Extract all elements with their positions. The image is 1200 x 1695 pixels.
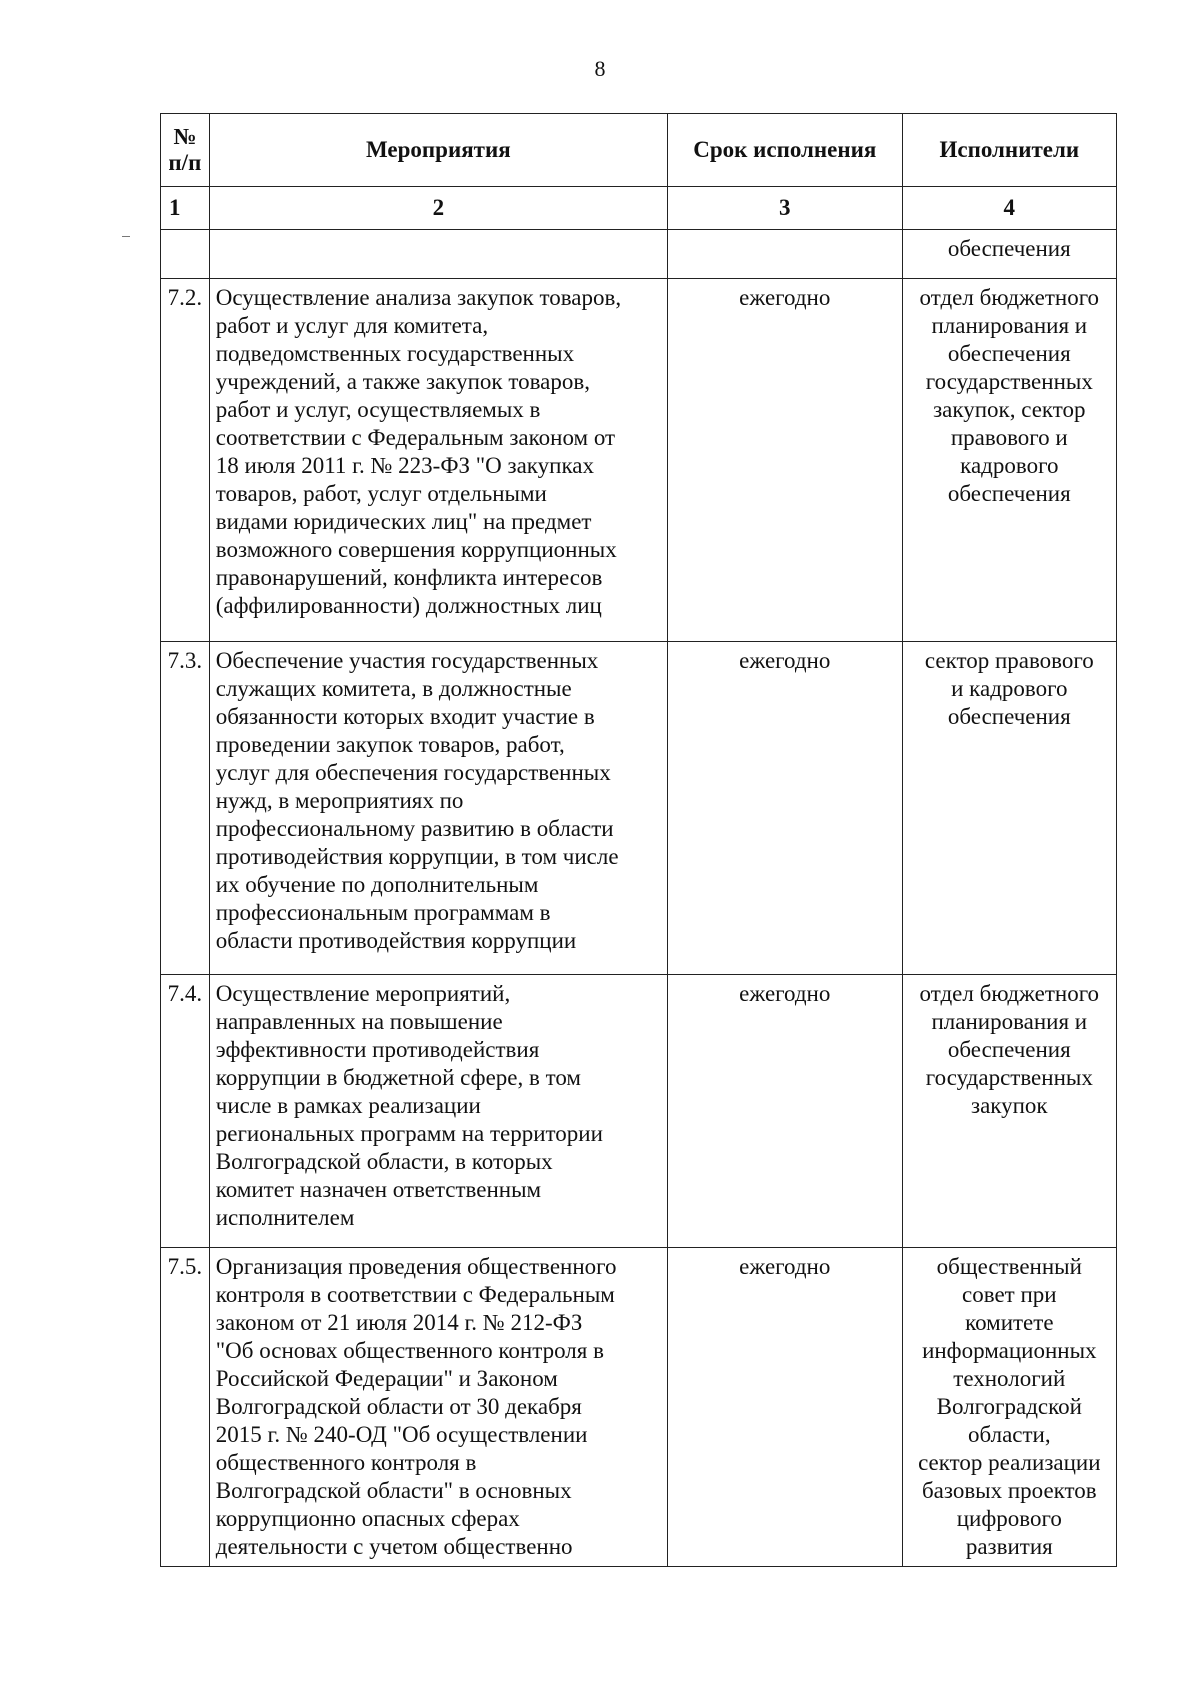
text-line: цифрового: [956, 1506, 1062, 1531]
text-line: государственных: [925, 1065, 1093, 1090]
header-number: [161, 114, 210, 187]
text-line: технологий: [953, 1366, 1066, 1391]
text-line: 2015 г. № 240-ОД "Об осуществлении: [215, 1422, 588, 1447]
text-line: развития: [965, 1534, 1053, 1559]
text-line: закупок: [970, 1093, 1048, 1118]
text-line: закупок, сектор: [933, 397, 1086, 422]
text-line: Волгоградской области от 30 декабря: [215, 1394, 582, 1419]
text-line: общественного контроля в: [215, 1450, 477, 1475]
column-index-row: [161, 187, 1117, 230]
text-line: Обеспечение участия государственных: [215, 648, 599, 673]
page-number: 8: [594, 56, 606, 81]
text-line: комитет назначен ответственным: [215, 1177, 542, 1202]
table-row: [161, 279, 1117, 642]
cell-activity: [209, 1248, 667, 1567]
text-line: эффективности противодействия: [215, 1037, 540, 1062]
header-executors: Исполнители: [902, 114, 1116, 187]
text-line: информационных: [922, 1338, 1097, 1363]
text-line: видами юридических лиц" на предмет: [215, 509, 592, 534]
text-line: направленных на повышение: [215, 1009, 503, 1034]
text-line: профессиональному развитию в области: [215, 816, 614, 841]
text-line: обеспечения: [947, 341, 1071, 366]
text-line: профессиональным программам в: [215, 900, 551, 925]
text-line: обеспечения: [947, 1037, 1071, 1062]
cell-term: [667, 230, 902, 279]
table-row: [161, 975, 1117, 1248]
table-header-row: [161, 114, 1117, 187]
header-number-line: п/п: [168, 150, 202, 175]
cell-number: [161, 230, 210, 279]
text-line: соответствии с Федеральным законом от: [215, 425, 616, 450]
text-line: исполнителем: [215, 1205, 355, 1230]
cell-number: 7.2.: [161, 279, 210, 642]
text-line: Осуществление мероприятий,: [215, 981, 511, 1006]
text-line: кадрового: [960, 453, 1059, 478]
text-line: Волгоградской области, в которых: [215, 1149, 553, 1174]
cell-term: ежегодно: [667, 642, 902, 975]
continuation-row: [161, 230, 1117, 279]
text-line: обеспечения: [947, 481, 1071, 506]
text-line: возможного совершения коррупционных: [215, 537, 617, 562]
text-line: обязанности которых входит участие в: [215, 704, 595, 729]
header-number-line: №: [173, 124, 197, 149]
text-line: Волгоградской: [936, 1394, 1082, 1419]
text-line: региональных программ на территории: [215, 1121, 603, 1146]
text-line: нужд, в мероприятиях по: [215, 788, 464, 813]
cell-term: ежегодно: [667, 1248, 902, 1567]
text-line: Российской Федерации" и Законом: [215, 1366, 558, 1391]
text-line: совет при: [962, 1282, 1057, 1307]
text-line: комитете: [965, 1310, 1054, 1335]
column-index-3: 3: [667, 187, 902, 230]
measures-table: [160, 113, 1117, 1567]
cell-term: ежегодно: [667, 279, 902, 642]
cell-activity: [209, 642, 667, 975]
column-index-4: 4: [902, 187, 1116, 230]
text-line: противодействия коррупции, в том числе: [215, 844, 619, 869]
text-line: Осуществление анализа закупок товаров,: [215, 285, 622, 310]
text-line: планирования и: [931, 1009, 1088, 1034]
text-line: обеспечения: [947, 704, 1071, 729]
text-line: служащих комитета, в должностные: [215, 676, 572, 701]
cell-executors: [902, 642, 1116, 975]
cell-number: 7.3.: [161, 642, 210, 975]
column-index-2: 2: [209, 187, 667, 230]
text-line: планирования и: [931, 313, 1088, 338]
text-line: их обучение по дополнительным: [215, 872, 539, 897]
text-line: правового и: [950, 425, 1068, 450]
header-term: Срок исполнения: [667, 114, 902, 187]
text-line: Волгоградской области" в основных: [215, 1478, 572, 1503]
text-line: учреждений, а также закупок товаров,: [215, 369, 590, 394]
text-line: деятельности с учетом общественно: [215, 1534, 573, 1559]
text-line: области,: [967, 1422, 1051, 1447]
text-line: Организация проведения общественного: [215, 1254, 617, 1279]
text-line: отдел бюджетного: [919, 981, 1100, 1006]
cell-executors: [902, 975, 1116, 1248]
text-line: проведении закупок товаров, работ,: [215, 732, 565, 757]
table-row: [161, 1248, 1117, 1567]
margin-mark: [122, 236, 130, 237]
text-line: базовых проектов: [921, 1478, 1097, 1503]
text-line: государственных: [925, 369, 1093, 394]
text-line: сектор правового: [924, 648, 1094, 673]
cell-activity: [209, 230, 667, 279]
cell-number: 7.4.: [161, 975, 210, 1248]
text-line: отдел бюджетного: [919, 285, 1100, 310]
text-line: услуг для обеспечения государственных: [215, 760, 611, 785]
text-line: товаров, работ, услуг отдельными: [215, 481, 547, 506]
column-index-1: 1: [161, 187, 210, 230]
text-line: работ и услуг для комитета,: [215, 313, 489, 338]
cell-number: 7.5.: [161, 1248, 210, 1567]
text-line: обеспечения: [947, 236, 1071, 261]
cell-executors: [902, 230, 1116, 279]
header-activity: Мероприятия: [209, 114, 667, 187]
text-line: правонарушений, конфликта интересов: [215, 565, 603, 590]
cell-activity: [209, 279, 667, 642]
text-line: коррупции в бюджетной сфере, в том: [215, 1065, 581, 1090]
text-line: области противодействия коррупции: [215, 928, 577, 953]
text-line: сектор реализации: [918, 1450, 1101, 1475]
cell-executors: [902, 1248, 1116, 1567]
text-line: подведомственных государственных: [215, 341, 575, 366]
text-line: работ и услуг, осуществляемых в: [215, 397, 541, 422]
text-line: законом от 21 июля 2014 г. № 212-ФЗ: [215, 1310, 583, 1335]
text-line: коррупционно опасных сферах: [215, 1506, 520, 1531]
cell-executors: [902, 279, 1116, 642]
text-line: общественный: [936, 1254, 1082, 1279]
cell-term: ежегодно: [667, 975, 902, 1248]
cell-activity: [209, 975, 667, 1248]
text-line: числе в рамках реализации: [215, 1093, 481, 1118]
text-line: 18 июля 2011 г. № 223-ФЗ "О закупках: [215, 453, 594, 478]
text-line: (аффилированности) должностных лиц: [215, 593, 602, 618]
text-line: контроля в соответствии с Федеральным: [215, 1282, 615, 1307]
table-row: [161, 642, 1117, 975]
text-line: "Об основах общественного контроля в: [215, 1338, 604, 1363]
text-line: и кадрового: [951, 676, 1068, 701]
